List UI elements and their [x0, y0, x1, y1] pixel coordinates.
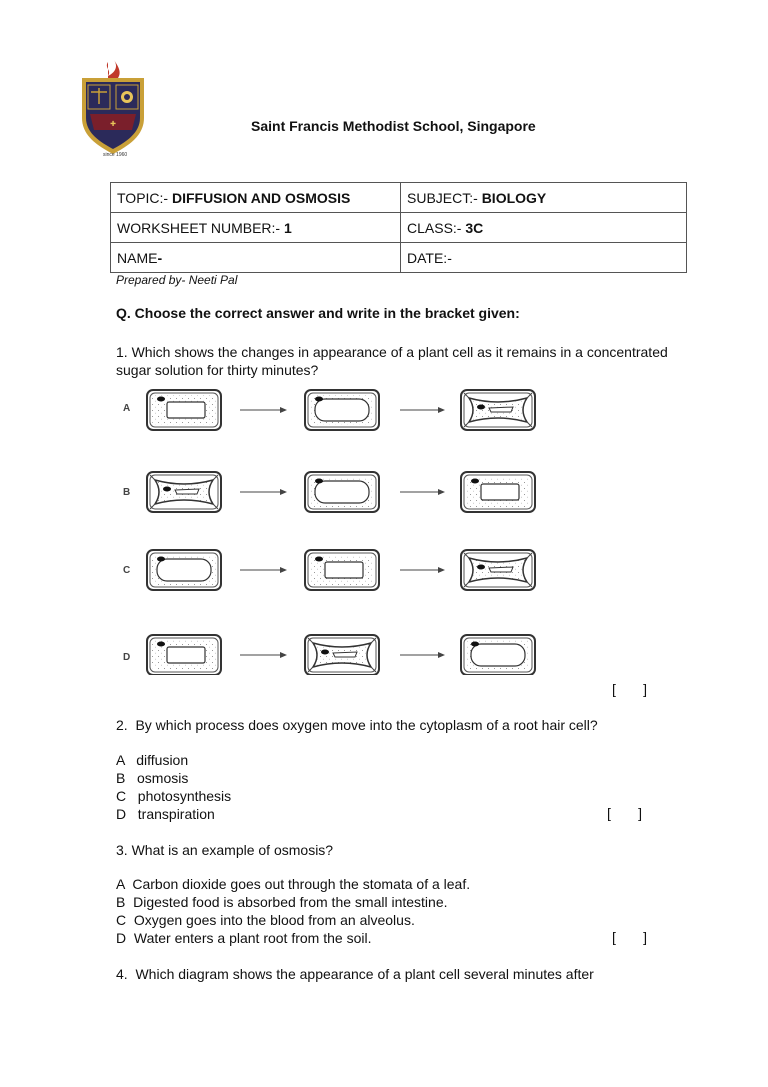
cell-b-2 [305, 472, 379, 512]
question-3-text: 3. What is an example of osmosis? [116, 842, 334, 858]
question-3-option-a: A Carbon dioxide goes out through the stomata of a leaf. [116, 876, 471, 892]
table-row [111, 213, 687, 243]
subject-value: BIOLOGY [481, 189, 547, 206]
school-name: Saint Francis Methodist School, Singapore [251, 118, 536, 134]
arrow-c-1 [240, 567, 287, 573]
question-4-text: 4. Which diagram shows the appearance of a plant cell several minutes after [116, 966, 594, 982]
answer-bracket-3[interactable]: [ ] [612, 929, 648, 945]
table-row [111, 183, 687, 213]
question-1-text: 1. Which shows the changes in appearance of a plant cell as it remains in a concentrated sugar solution for thirty minutes? [116, 344, 668, 378]
arrow-c-2 [400, 567, 445, 573]
question-3-option-b: B Digested food is absorbed from the small intestine. [116, 894, 448, 910]
topic-value: DIFFUSION AND OSMOSIS [171, 189, 351, 206]
worksheet-number-value: 1 [283, 219, 292, 236]
name-cell[interactable]: NAME- [111, 243, 401, 273]
cell-d-1 [147, 635, 221, 675]
instruction-heading: Q. Choose the correct answer and write in the bracket given: [116, 305, 520, 321]
cell-a-2 [305, 390, 379, 430]
answer-bracket-2[interactable]: [ ] [607, 805, 643, 821]
question-3-option-c: C Oxygen goes into the blood from an alveolus. [116, 912, 415, 928]
cell-c-3 [461, 550, 535, 590]
cell-a-1 [147, 390, 221, 430]
cell-d-2 [305, 635, 379, 675]
svg-text:✚: ✚ [110, 121, 116, 128]
topic-cell: TOPIC:- DIFFUSION AND OSMOSIS [111, 183, 401, 213]
diagram-label-b: B [123, 487, 131, 498]
arrow-b-2 [400, 489, 445, 495]
cell-b-3 [461, 472, 535, 512]
cell-b-1 [147, 472, 221, 512]
worksheet-info-table [110, 182, 687, 273]
cell-c-1 [147, 550, 221, 590]
diagram-label-c: C [123, 565, 131, 576]
cell-a-3 [461, 390, 535, 430]
class-cell: CLASS:- 3C [401, 213, 687, 243]
class-value: 3C [465, 219, 484, 236]
question-2-option-d: D transpiration [116, 806, 215, 822]
question-3-option-d: D Water enters a plant root from the soil. [116, 930, 372, 946]
school-crest-logo [78, 58, 148, 158]
logo-caption: since 1960 [103, 152, 128, 158]
table-row [111, 243, 687, 273]
subject-cell: SUBJECT:- BIOLOGY [401, 183, 687, 213]
diagram-label-a: A [123, 403, 131, 414]
question-2-option-b: B osmosis [116, 770, 189, 786]
question-2-text: 2. By which process does oxygen move into the cytoplasm of a root hair cell? [116, 717, 598, 733]
diagram-label-d: D [123, 652, 131, 663]
question-2-option-c: C photosynthesis [116, 788, 232, 804]
arrow-d-1 [240, 652, 287, 658]
date-cell[interactable]: DATE:- [401, 243, 687, 273]
cell-c-2 [305, 550, 379, 590]
arrow-b-1 [240, 489, 287, 495]
worksheet-number-cell: WORKSHEET NUMBER:- 1 [111, 213, 401, 243]
cell-diagram [115, 385, 555, 675]
arrow-d-2 [400, 652, 445, 658]
arrow-a-1 [240, 407, 287, 413]
cell-d-3 [461, 635, 535, 675]
answer-bracket-1[interactable]: [ ] [612, 681, 648, 697]
question-2-option-a: A diffusion [116, 752, 189, 768]
prepared-by: Prepared by- Neeti Pal [116, 273, 238, 287]
arrow-a-2 [400, 407, 445, 413]
